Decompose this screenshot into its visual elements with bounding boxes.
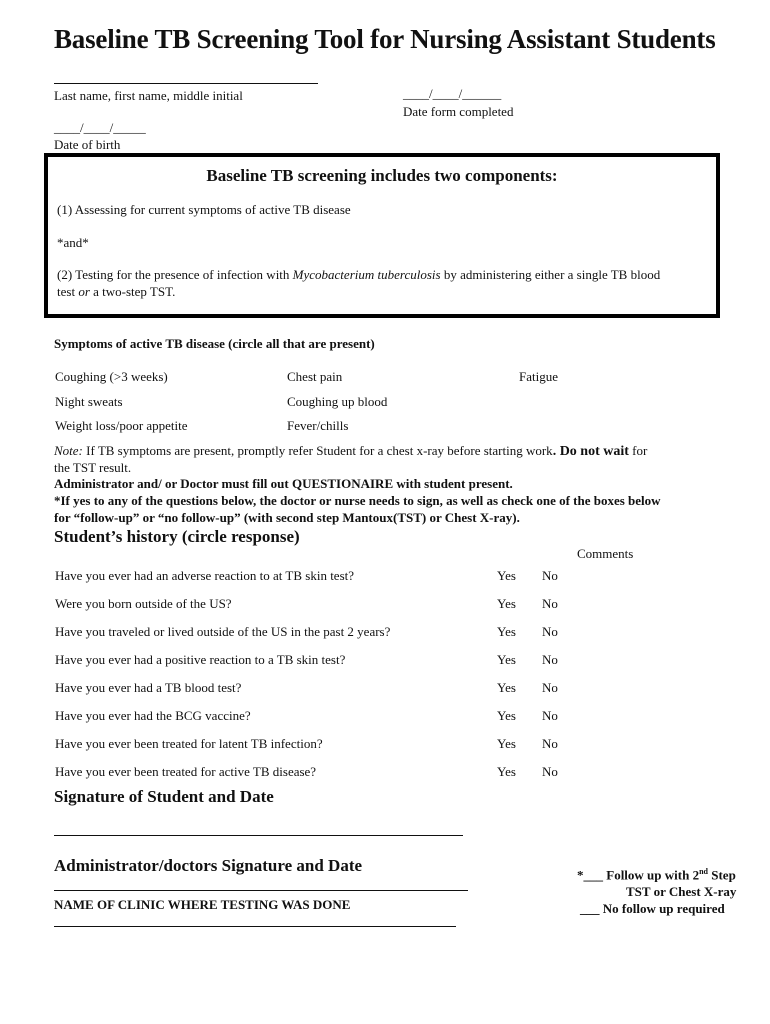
- history-question: Have you ever been treated for active TB disease?: [55, 764, 317, 779]
- yes-option[interactable]: Yes: [497, 652, 516, 667]
- box-item-2-d: a two-step TST.: [89, 284, 176, 299]
- symptom-chest-pain[interactable]: Chest pain: [287, 369, 343, 384]
- symptom-night-sweats[interactable]: Night sweats: [55, 394, 123, 409]
- box-and: *and*: [57, 235, 89, 250]
- symptom-coughing[interactable]: Coughing (>3 weeks): [55, 369, 168, 384]
- yes-option[interactable]: Yes: [497, 596, 516, 611]
- yes-option[interactable]: Yes: [497, 708, 516, 723]
- history-question: Have you ever had a positive reaction to a TB skin test?: [55, 652, 346, 667]
- note-line-1: [54, 443, 647, 460]
- comments-label: Comments: [577, 546, 634, 561]
- dob-label: Date of birth: [54, 137, 121, 152]
- no-option[interactable]: No: [542, 708, 558, 723]
- symptom-fatigue[interactable]: Fatigue: [519, 369, 558, 384]
- box-item-2: [57, 266, 712, 300]
- name-line[interactable]: [54, 83, 318, 84]
- note-text-1: If TB symptoms are present, promptly refer Student for a chest x-ray before starting work: [82, 443, 553, 458]
- clinic-name-label: NAME OF CLINIC WHERE TESTING WAS DONE: [54, 897, 351, 912]
- followup-option[interactable]: [577, 867, 736, 883]
- symptom-coughing-blood[interactable]: Coughing up blood: [287, 394, 388, 409]
- note-line-2: the TST result.: [54, 460, 132, 475]
- history-heading: Student’s history (circle response): [54, 527, 300, 546]
- date-completed-label: Date form completed: [403, 104, 514, 119]
- note-text-2: for: [628, 443, 648, 458]
- symptoms-heading: Symptoms of active TB disease (circle all that are present): [54, 336, 375, 351]
- history-question: Have you ever had the BCG vaccine?: [55, 708, 251, 723]
- history-question: Have you ever been treated for latent TB infection?: [55, 736, 323, 751]
- note-do-not-wait: . Do not wait: [552, 444, 629, 459]
- yes-option[interactable]: Yes: [497, 624, 516, 639]
- box-item-2-a: (2) Testing for the presence of infection with: [57, 267, 293, 282]
- box-item-2-c: test: [57, 284, 79, 299]
- no-followup-option[interactable]: ___ No follow up required: [580, 901, 725, 916]
- no-option[interactable]: No: [542, 624, 558, 639]
- admin-instruction: Administrator and/ or Doctor must fill out QUESTIONAIRE with student present.: [54, 476, 513, 491]
- student-signature-heading: Signature of Student and Date: [54, 787, 274, 806]
- admin-signature-line[interactable]: [54, 890, 468, 891]
- symptom-weight-loss[interactable]: Weight loss/poor appetite: [55, 418, 188, 433]
- no-option[interactable]: No: [542, 764, 558, 779]
- student-signature-line[interactable]: [54, 835, 463, 836]
- followup-option-line-2: TST or Chest X-ray: [626, 884, 737, 899]
- symptom-fever-chills[interactable]: Fever/chills: [287, 418, 349, 433]
- no-option[interactable]: No: [542, 680, 558, 695]
- if-yes-line-1: *If yes to any of the questions below, the doctor or nurse needs to sign, as well as check one of the boxes below: [54, 493, 661, 508]
- box-item-2-or: or: [78, 284, 90, 299]
- if-yes-line-2: for “follow-up” or “no follow-up” (with second step Mantoux(TST) or Chest X-ray).: [54, 510, 520, 525]
- followup-option-suffix: Step: [707, 867, 736, 883]
- yes-option[interactable]: Yes: [497, 680, 516, 695]
- history-question: Have you ever had an adverse reaction to at TB skin test?: [55, 568, 355, 583]
- box-item-1: (1) Assessing for current symptoms of active TB disease: [57, 202, 351, 217]
- page-title: Baseline TB Screening Tool for Nursing Assistant Students: [54, 24, 716, 54]
- no-option[interactable]: No: [542, 568, 558, 583]
- history-question: Have you ever had a TB blood test?: [55, 680, 242, 695]
- no-option[interactable]: No: [542, 736, 558, 751]
- followup-option-text: *___ Follow up with 2: [577, 867, 700, 883]
- dob-field[interactable]: ____/____/_____: [54, 120, 146, 135]
- date-completed-field[interactable]: ____/____/______: [403, 86, 502, 101]
- note-label: Note:: [54, 443, 83, 458]
- history-question: Have you traveled or lived outside of the US in the past 2 years?: [55, 624, 391, 639]
- no-option[interactable]: No: [542, 596, 558, 611]
- no-option[interactable]: No: [542, 652, 558, 667]
- clinic-name-line[interactable]: [54, 926, 456, 927]
- yes-option[interactable]: Yes: [497, 568, 516, 583]
- box-item-2-organism: Mycobacterium tuberculosis: [292, 267, 441, 282]
- followup-option-sup: nd: [699, 867, 708, 876]
- admin-signature-heading: Administrator/doctors Signature and Date: [54, 856, 363, 875]
- box-heading: Baseline TB screening includes two components:: [206, 166, 558, 185]
- yes-option[interactable]: Yes: [497, 764, 516, 779]
- yes-option[interactable]: Yes: [497, 736, 516, 751]
- box-item-2-b: by administering either a single TB blood: [440, 267, 661, 282]
- screening-components-box: [44, 153, 720, 318]
- history-question: Were you born outside of the US?: [55, 596, 232, 611]
- name-label: Last name, first name, middle initial: [54, 88, 243, 103]
